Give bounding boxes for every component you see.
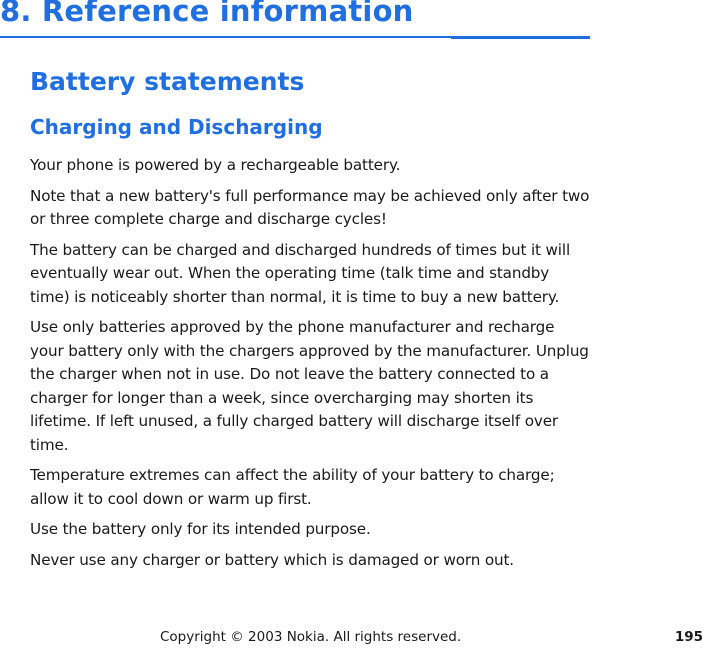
paragraph: Use only batteries approved by the phone manufacturer and recharge your battery only with the chargers approved by the manufacturer. Unplug the charger when not in use. Do not leave the battery connected to a charger for longer than a week, since overcharging may shorten its lifetime. If left unused, a fully charged battery will discharge itself over time. — [30, 318, 589, 454]
title-underline-thick — [451, 36, 590, 39]
body-text — [30, 154, 592, 579]
subsection-heading: Charging and Discharging — [30, 115, 323, 139]
paragraph: Use the battery only for its intended purpose. — [30, 520, 371, 538]
paragraph: Never use any charger or battery which is damaged or worn out. — [30, 550, 514, 569]
chapter-title: 8. Reference information — [0, 0, 414, 28]
paragraph: Your phone is powered by a rechargeable battery. — [30, 156, 401, 174]
paragraph: The battery can be charged and discharged hundreds of times but it will eventually wear out. When the operating time (talk time and standby time) is noticeably shorter than normal, it is time to buy a new battery. — [30, 240, 571, 306]
paragraph: Temperature extremes can affect the ability of your battery to charge; allow it to cool down or warm up first. — [30, 466, 555, 508]
footer-copyright: Copyright © 2003 Nokia. All rights reserved. — [160, 629, 462, 645]
section-heading: Battery statements — [30, 67, 305, 96]
page-number: 195 — [674, 629, 703, 645]
paragraph: Note that a new battery's full performance may be achieved only after two or three complete charge and discharge cycles! — [30, 186, 590, 228]
